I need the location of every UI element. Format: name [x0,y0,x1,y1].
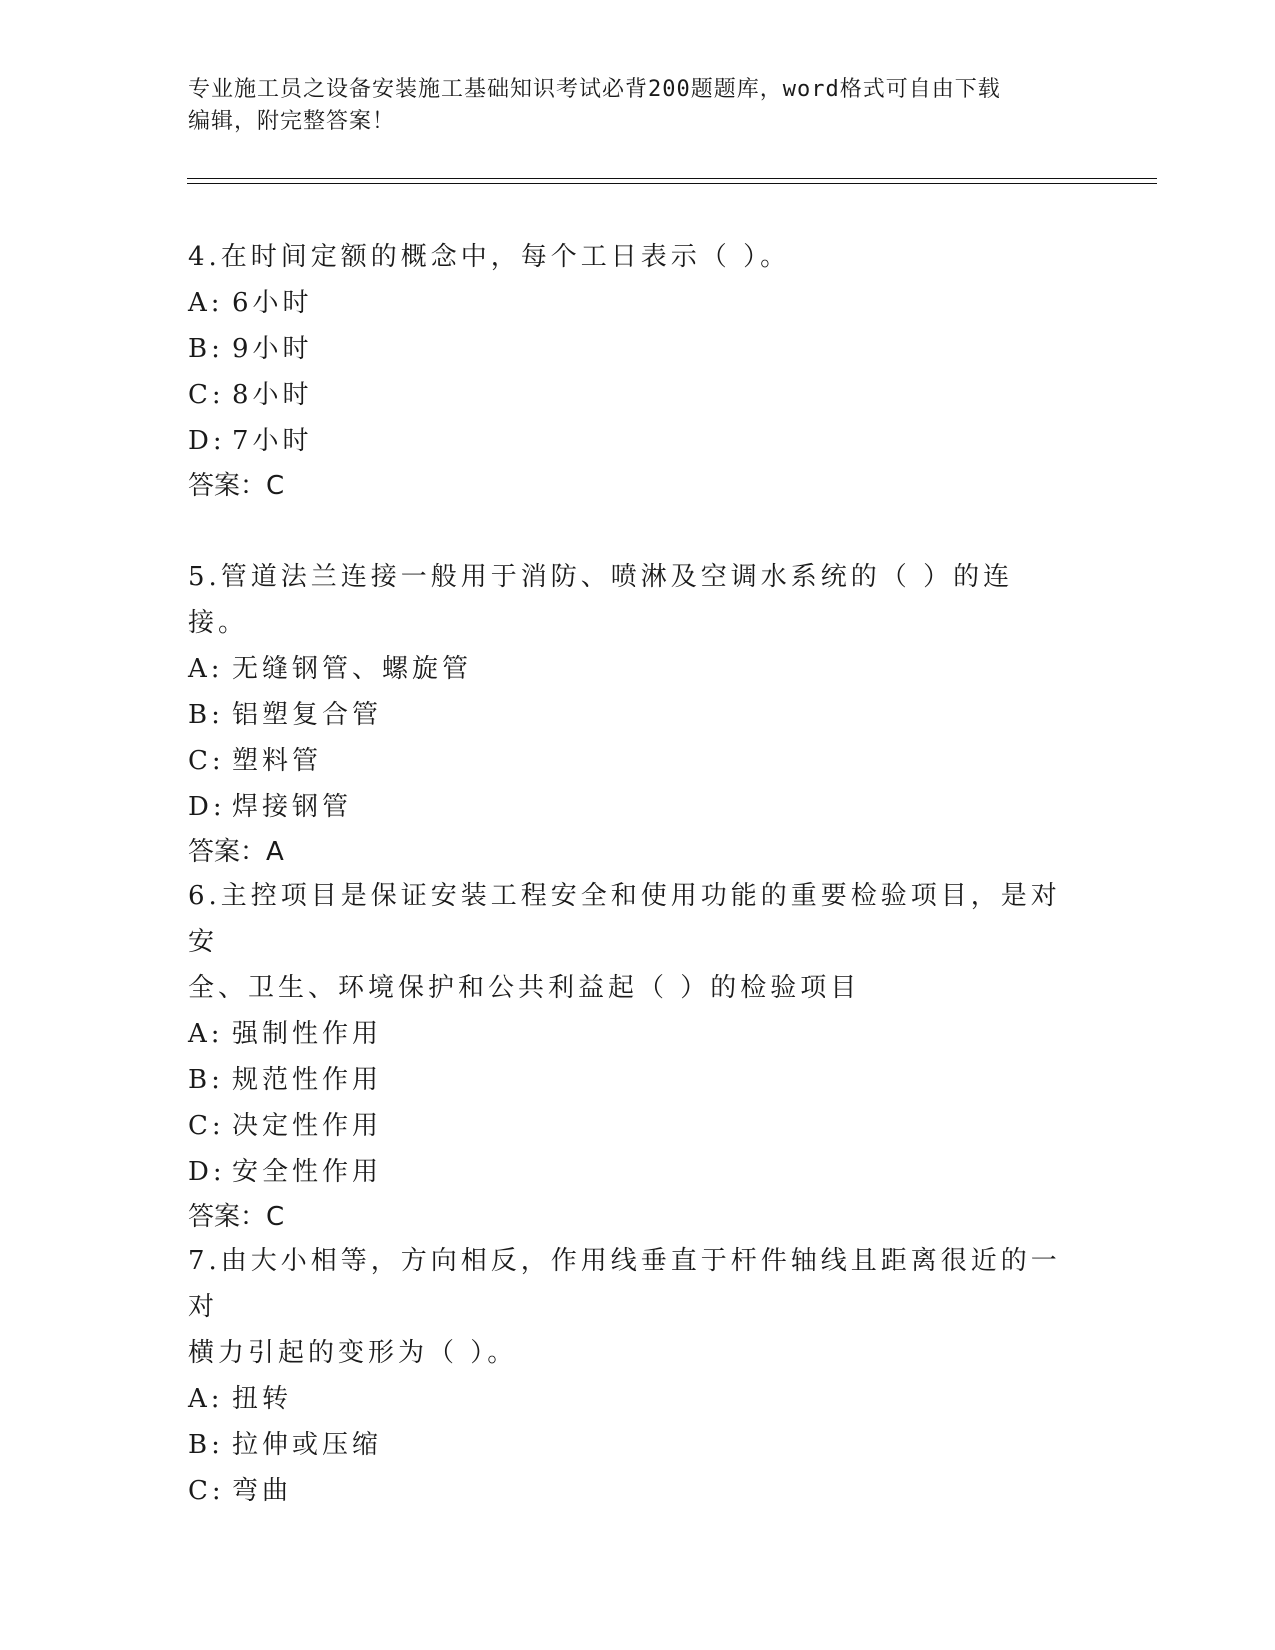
option-b [188,326,1068,372]
option-b [188,1422,1068,1468]
option-text: 6小时 [232,288,313,318]
option-letter: A: [188,1384,224,1414]
option-text: 焊接钢管 [232,792,353,822]
option-a [188,1011,1068,1057]
question-stem-line-1: 7.由大小相等，方向相反，作用线垂直于杆件轴线且距离很近的一对 [188,1246,1061,1322]
document-header [188,74,1068,138]
header-line-1: 专业施工员之设备安装施工基础知识考试必背200题题库，word格式可自由下载 [188,77,1001,102]
question-7 [188,1238,1068,1514]
question-4 [188,234,1068,508]
option-letter: B: [188,334,224,364]
question-5 [188,554,1068,874]
header-rule-bottom [187,183,1157,184]
option-letter: C: [188,746,225,776]
option-text: 弯曲 [232,1476,293,1506]
answer-line: 答案：C [188,471,285,501]
option-letter: A: [188,1019,224,1049]
question-stem: 5.管道法兰连接一般用于消防、喷淋及空调水系统的（ ）的连接。 [188,562,1014,638]
option-letter: D: [188,792,226,822]
option-b [188,1057,1068,1103]
option-letter: D: [188,426,226,456]
header-line-2: 编辑，附完整答案！ [188,109,396,134]
option-text: 扭转 [232,1384,293,1414]
question-stem-line-2: 全、卫生、环境保护和公共利益起（ ）的检验项目 [188,973,861,1003]
option-text: 拉伸或压缩 [232,1430,383,1460]
option-d [188,418,1068,464]
option-text: 安全性作用 [232,1157,383,1187]
option-letter: C: [188,1476,225,1506]
option-text: 7小时 [232,426,313,456]
option-text: 8小时 [232,380,313,410]
option-text: 无缝钢管、螺旋管 [232,654,473,684]
option-c [188,738,1068,784]
option-letter: D: [188,1157,226,1187]
header-rule-top [187,178,1157,179]
option-b [188,692,1068,738]
option-a [188,646,1068,692]
option-text: 规范性作用 [232,1065,383,1095]
option-letter: A: [188,654,224,684]
option-text: 塑料管 [232,746,323,776]
option-d [188,784,1068,830]
option-c [188,372,1068,418]
question-stem: 4.在时间定额的概念中，每个工日表示（ ）。 [188,242,791,272]
option-letter: B: [188,1430,224,1460]
question-stem-line-1: 6.主控项目是保证安装工程安全和使用功能的重要检验项目，是对安 [188,881,1061,957]
option-text: 9小时 [232,334,313,364]
option-a [188,1376,1068,1422]
option-c [188,1103,1068,1149]
question-6 [188,873,1068,1239]
answer-line: 答案：A [188,837,284,867]
option-letter: B: [188,1065,224,1095]
option-text: 铝塑复合管 [232,700,383,730]
option-letter: A: [188,288,224,318]
question-stem-line-2: 横力引起的变形为（ ）。 [188,1338,518,1368]
option-d [188,1149,1068,1195]
option-letter: C: [188,380,225,410]
answer-line: 答案：C [188,1202,285,1232]
option-text: 强制性作用 [232,1019,383,1049]
option-a [188,280,1068,326]
option-text: 决定性作用 [232,1111,383,1141]
option-letter: B: [188,700,224,730]
option-letter: C: [188,1111,225,1141]
option-c [188,1468,1068,1514]
